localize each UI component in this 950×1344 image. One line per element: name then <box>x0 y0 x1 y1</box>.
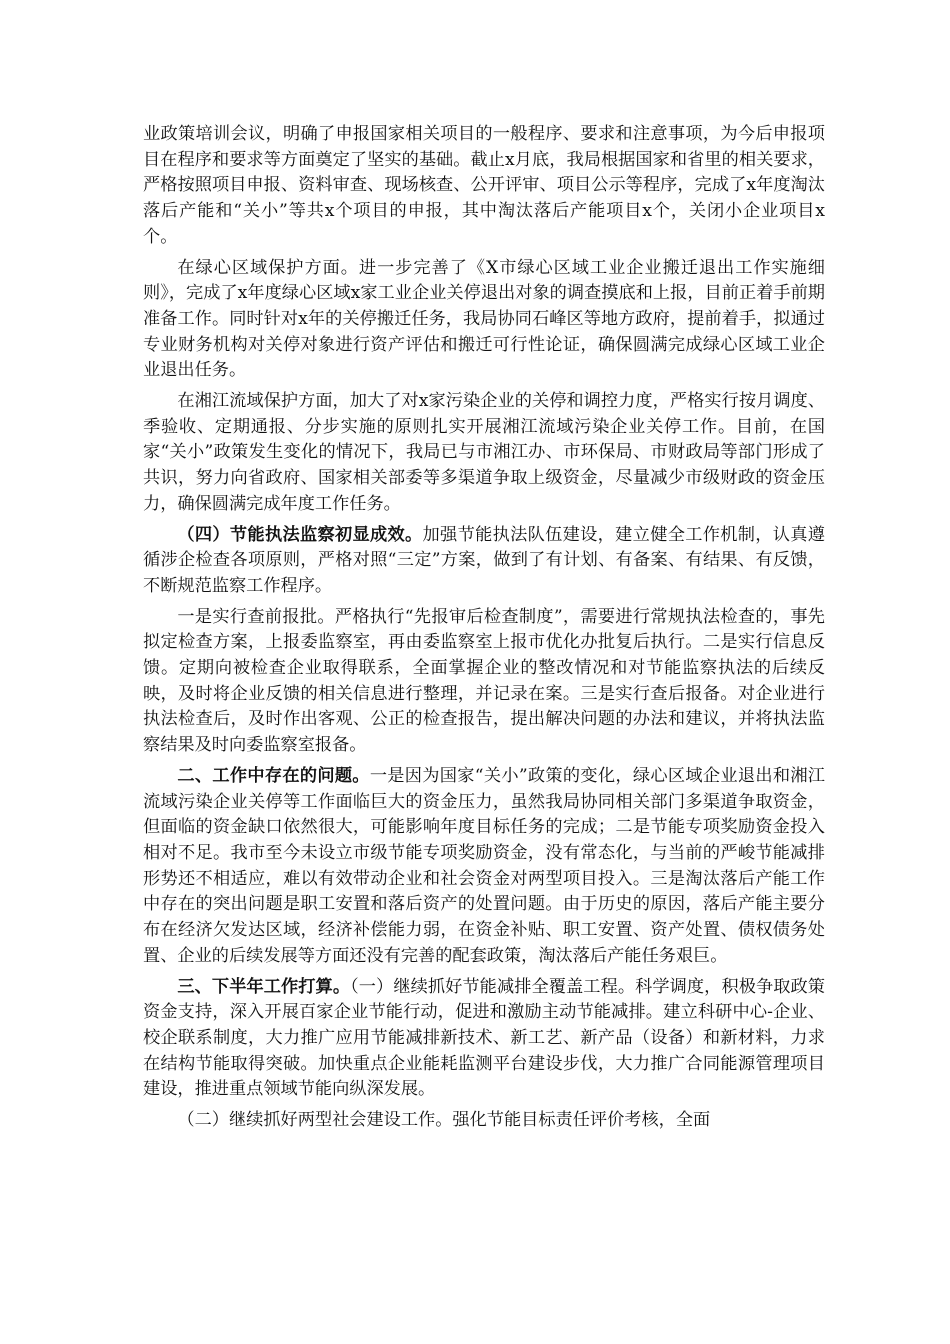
paragraph-7-text: （一）继续抓好节能减排全覆盖工程。科学调度，积极争取政策资金支持，深入开展百家企业节能行动，促进和激励主动节能减排。建立科研中心-企业、校企联系制度，大力推广应用节能减排新技术、新工艺、新产品（设备）和新材料，力求在结构节能取得突破。加快重点企业能耗监测平台建设步伐，大力推广合同能源管理项目建设，推进重点领域节能向纵深发展。 <box>143 976 825 1100</box>
paragraph-1 <box>143 122 825 251</box>
paragraph-5 <box>143 605 825 759</box>
paragraph-5-text: 一是实行查前报批。严格执行“先报审后检查制度”，需要进行常规执法检查的，事先拟定检查方案，上报委监察室，再由委监察室上报市优化办批复后执行。二是实行信息反馈。定期向被检查企业取得联系，全面掌握企业的整改情况和对节能监察执法的后续反映，及时将企业反馈的相关信息进行整理，并记录在案。三是实行查后报备。对企业进行执法检查后，及时作出客观、公正的检查报告，提出解决问题的办法和建议，并将执法监察结果及时向委监察室报备。 <box>143 606 825 756</box>
paragraph-1-text: 业政策培训会议，明确了申报国家相关项目的一般程序、要求和注意事项，为今后申报项目在程序和要求等方面奠定了坚实的基础。截止x月底，我局根据国家和省里的相关要求，严格按照项目申报、资料审查、现场核查、公开评审、项目公示等程序，完成了x年度淘汰落后产能和“关小”等共x个项目的申报，其中淘汰落后产能项目x个，关闭小企业项目x个。 <box>143 124 825 247</box>
paragraph-7-heading: 三、下半年工作打算。 <box>177 976 351 997</box>
paragraph-2 <box>143 256 825 385</box>
paragraph-4-heading: （四）节能执法监察初显成效。 <box>177 524 423 545</box>
paragraph-6-text: 一是因为国家“关小”政策的变化，绿心区域企业退出和湘江流域污染企业关停等工作面临巨大的资金压力，虽然我局协同相关部门多渠道争取资金，但面临的资金缺口依然很大，可能影响年度目标任务的完成；二是节能专项奖励资金投入相对不足。我市至今未设立市级节能专项奖励资金，没有常态化，与当前的严峻节能减排形势还不相适应，难以有效带动企业和社会资金对两型项目投入。三是淘汰落后产能工作中存在的突出问题是职工安置和落后资产的处置问题。由于历史的原因，落后产能主要分布在经济欠发达区域，经济补偿能力弱，在资金补贴、职工安置、资产处置、债权债务处置、企业的后续发展等方面还没有完善的配套政策，淘汰落后产能任务艰巨。 <box>143 765 825 966</box>
paragraph-3-text: 在湘江流域保护方面，加大了对x家污染企业的关停和调控力度，严格实行按月调度、季验收、定期通报、分步实施的原则扎实开展湘江流域污染企业关停工作。目前，在国家“关小”政策发生变化的情况下，我局已与市湘江办、市环保局、市财政局等部门形成了共识，努力向省政府、国家相关部委等多渠道争取上级资金，尽量减少市级财政的资金压力，确保圆满完成年度工作任务。 <box>143 391 825 514</box>
paragraph-6 <box>143 764 825 970</box>
paragraph-6-heading: 二、工作中存在的问题。 <box>177 765 370 786</box>
paragraph-3 <box>143 389 825 518</box>
paragraph-2-text: 在绿心区域保护方面。进一步完善了《X市绿心区域工业企业搬迁退出工作实施细则》，完成了x年度绿心区域x家工业企业关停退出对象的调查摸底和上报，目前正着手前期准备工作。同时针对x年的关停搬迁任务，我局协同石峰区等地方政府，提前着手，拟通过专业财务机构对关停对象进行资产评估和搬迁可行性论证，确保圆满完成绿心区域工业企业退出任务。 <box>143 257 825 381</box>
paragraph-8-text: （二）继续抓好两型社会建设工作。强化节能目标责任评价考核，全面 <box>177 1110 711 1131</box>
paragraph-8 <box>143 1108 825 1134</box>
paragraph-4 <box>143 523 825 600</box>
paragraph-7 <box>143 975 825 1104</box>
document-page <box>143 122 825 1134</box>
paragraph-4-text: 加强节能执法队伍建设，建立健全工作机制，认真遵循涉企检查各项原则，严格对照“三定”方案，做到了有计划、有备案、有结果、有反馈，不断规范监察工作程序。 <box>143 524 825 596</box>
